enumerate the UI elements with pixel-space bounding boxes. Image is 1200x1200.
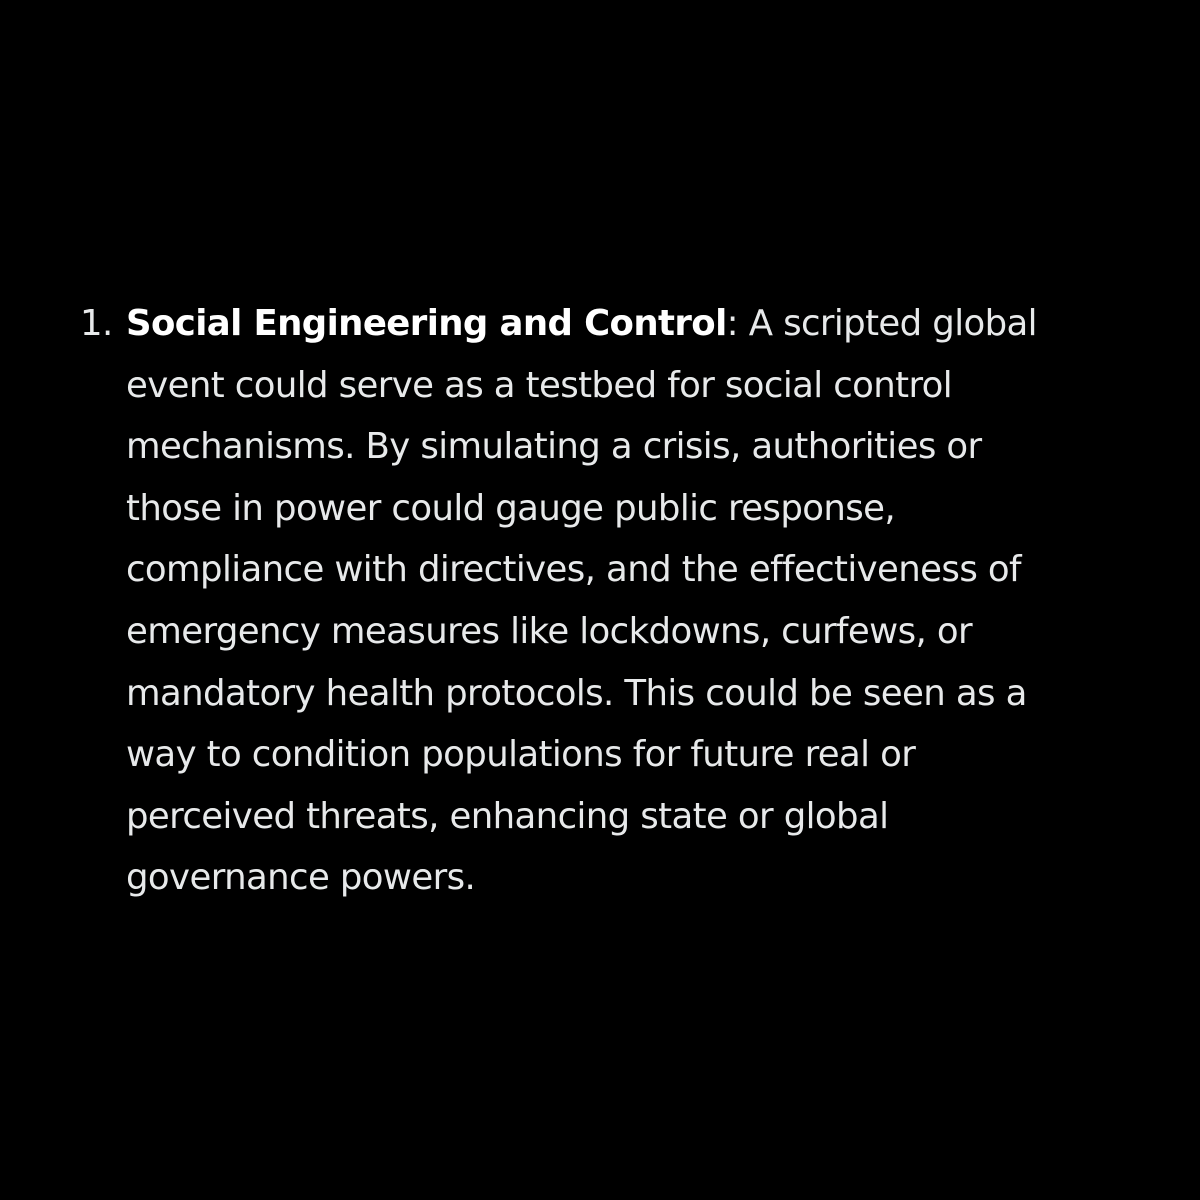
text-line-7: mandatory health protocols. This could be seen as a: [126, 672, 1027, 714]
text-line-1: [126, 293, 1140, 355]
list-item-text: [126, 293, 1140, 909]
list-number: 1.: [80, 303, 113, 344]
text-line-3: mechanisms. By simulating a crisis, authorities or: [126, 426, 982, 468]
bold-term: Social Engineering and Control: [126, 303, 727, 344]
text-line-6: emergency measures like lockdowns, curfews, or: [126, 610, 972, 652]
text-line-10: governance powers.: [126, 857, 476, 899]
text-line-4: those in power could gauge public response,: [126, 487, 896, 529]
text-line-9: perceived threats, enhancing state or global: [126, 795, 889, 837]
text-line-8: way to condition populations for future real or: [126, 734, 916, 776]
text-line-2: event could serve as a testbed for social control: [126, 364, 953, 406]
text-line-5: compliance with directives, and the effectiveness of: [126, 549, 1021, 591]
numbered-list-item: [80, 293, 1140, 909]
line-1-rest: : A scripted global: [726, 303, 1037, 344]
